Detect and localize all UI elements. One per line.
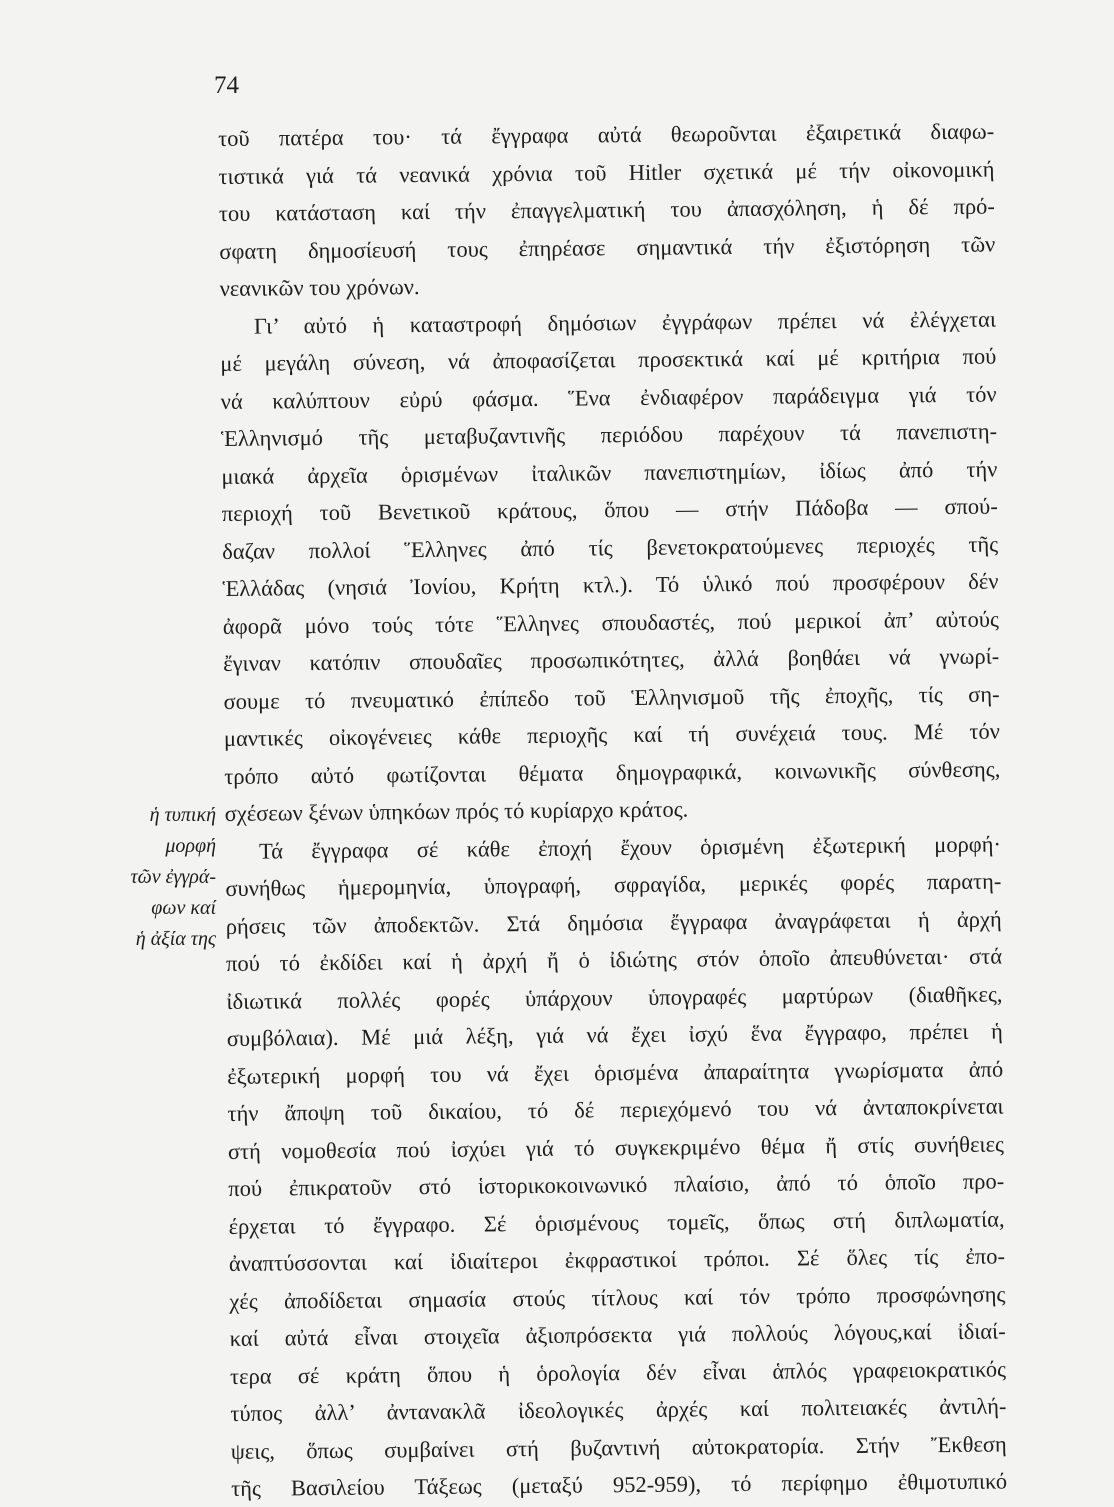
text-line: σφατη δημοσίευσή τους ἐπηρέασε σημαντικά τήν ἐξιστόρηση τῶν xyxy=(219,231,996,264)
text-line: καί αὐτά εἶναι στοιχεῖα ἀξιοπρόσεκτα γιά πολλούς λόγους,καί ἰδιαί- xyxy=(229,1318,1006,1351)
body-text xyxy=(218,113,1007,1507)
text-line: συνήθως ἡμερομηνία, ὑπογραφή, σφραγίδα, μερικές φορές παρατη- xyxy=(225,868,1002,901)
text-line: περιοχή τοῦ Βενετικοῦ κράτους, ὅπου — στήν Πάδοβα — σπού- xyxy=(221,493,998,526)
text-line: χές ἀποδίδεται σημασία στούς τίτλους καί τόν τρόπο προσφώνησης xyxy=(229,1280,1006,1314)
text-line: μαντικές οἰκογένειες κάθε περιοχῆς καί τή συνέχειά τους. Μέ τόν xyxy=(223,718,1001,751)
text-line: ρήσεις τῶν ἀποδεκτῶν. Στά δημόσια ἔγγραφα ἀναγράφεται ἡ ἀρχή xyxy=(225,906,1002,939)
text-line: τύπος ἀλλ’ ἀντανακλᾶ ἰδεολογικές ἀρχές καί πολιτειακές ἀντιλή- xyxy=(230,1393,1007,1426)
text-line: στή νομοθεσία πού ἰσχύει γιά τό συγκεκριμένο θέμα ἤ στίς συνήθειες xyxy=(227,1131,1004,1164)
text-line: του κατάσταση καί τήν ἐπαγγελματική του ἀπασχόληση, ἡ δέ πρό- xyxy=(218,193,995,226)
text-line: ἀφορᾶ μόνο τούς τότε Ἕλληνες σπουδαστές, πού μερικοί ἀπ’ αὐτούς xyxy=(222,606,999,639)
text-line: νά καλύπτουν εὐρύ φάσμα. Ἕνα ἐνδιαφέρον παράδειγμα γιά τόν xyxy=(220,381,997,414)
margin-note-line: φων καί xyxy=(151,897,216,919)
text-line: ψεις, ὅπως συμβαίνει στή βυζαντινή αὐτοκρατορία. Στήν Ἔκθεση xyxy=(230,1430,1007,1464)
text-line: Ἑλλάδας (νησιά Ἰονίου, Κρήτη κτλ.). Τό ὑλικό πού προσφέρουν δέν xyxy=(222,568,999,601)
margin-note-line: ἡ ἀξία της xyxy=(135,928,216,950)
text-line: ἐξωτερική μορφή του νά ἔχει ὁρισμένα ἀπαραίτητα γνωρίσματα ἀπό xyxy=(227,1056,1004,1089)
text-line: πού ἐπικρατοῦν στό ἱστορικοκοινωνικό πλαίσιο, ἀπό τό ὁποῖο προ- xyxy=(228,1168,1005,1201)
text-line: συμβόλαια). Μέ μιά λέξη, γιά νά ἔχει ἰσχύ ἕνα ἔγγραφο, πρέπει ἡ xyxy=(226,1018,1003,1051)
margin-note xyxy=(66,800,216,955)
text-line: τιστικά γιά τά νεανικά χρόνια τοῦ Hitler σχετικά μέ τήν οἰκονομική xyxy=(218,156,995,189)
text-line: δαζαν πολλοί Ἕλληνες ἀπό τίς βενετοκρατούμενες περιοχές τῆς xyxy=(222,531,999,564)
text-line: τοῦ πατέρα του· τά ἔγγραφα αὐτά θεωροῦνται ἐξαιρετικά διαφω- xyxy=(218,118,995,151)
text-line: μέ μεγάλη σύνεση, νά ἀποφασίζεται προσεκτικά καί μέ κριτήρια πού xyxy=(220,343,997,376)
text-line: τρόπο αὐτό φωτίζονται θέματα δημογραφικά, κοινωνικῆς σύνθεσης, xyxy=(224,756,1001,789)
text-line: έρχεται τό ἔγγραφο. Σέ ὁρισμένους τομεῖς, ὅπως στή διπλωματία, xyxy=(228,1206,1005,1239)
text-line: μιακά ἀρχεῖα ὁρισμένων ἰταλικῶν πανεπιστημίων, ἰδίως ἀπό τήν xyxy=(221,456,998,489)
margin-note-line: μορφή xyxy=(165,835,216,857)
margin-note-line: τῶν ἐγγρά- xyxy=(130,866,216,888)
page-number: 74 xyxy=(214,72,239,99)
text-line: ἀναπτύσσονται καί ἰδιαίτεροι ἐκφραστικοί τρόποι. Σέ ὅλες τίς ἐπο- xyxy=(228,1243,1006,1276)
text-line: σχέσεων ξένων ὑπηκόων πρός τό κυρίαρχο κράτος. xyxy=(224,796,689,826)
text-line: Γι’ αὐτό ἡ καταστροφή δημόσιων ἐγγράφων πρέπει νά ἐλέγχεται xyxy=(253,306,997,339)
text-line: νεανικῶν του χρόνων. xyxy=(219,274,420,301)
text-line: τήν ἄποψη τοῦ δικαίου, τό δέ περιεχόμενό του νά ἀνταποκρίνεται xyxy=(227,1093,1004,1126)
text-line: Ἑλληνισμό τῆς μεταβυζαντινῆς περιόδου παρέχουν τά πανεπιστη- xyxy=(220,418,998,451)
text-line: σουμε τό πνευματικό ἐπίπεδο τοῦ Ἑλληνισμοῦ τῆς ἐποχῆς, τίς ση- xyxy=(223,681,1000,714)
text-line: Τά ἔγγραφα σέ κάθε ἐποχή ἔχουν ὁρισμένη ἐξωτερική μορφή· xyxy=(258,831,1002,864)
text-line: τερα σέ κράτη ὅπου ἡ ὁρολογία δέν εἶναι ἁπλός γραφειοκρατικός xyxy=(229,1355,1007,1389)
text-line: τῆς Βασιλείου Τάξεως (μεταξύ 952-959), τό περίφημο ἐθιμοτυπικό xyxy=(231,1468,1008,1501)
margin-note-line: ἡ τυπική xyxy=(149,804,216,826)
text-line: πού τό ἐκδίδει καί ἡ ἀρχή ἤ ὁ ἰδιώτης στόν ὁποῖο ἀπευθύνεται· στά xyxy=(225,943,1003,976)
text-line: ἔγιναν κατόπιν σπουδαῖες προσωπικότητες, ἀλλά βοηθάει νά γνωρί- xyxy=(223,643,1000,676)
text-line: ἰδιωτικά πολλές φορές ὑπάρχουν ὑπογραφές μαρτύρων (διαθῆκες, xyxy=(226,981,1003,1014)
